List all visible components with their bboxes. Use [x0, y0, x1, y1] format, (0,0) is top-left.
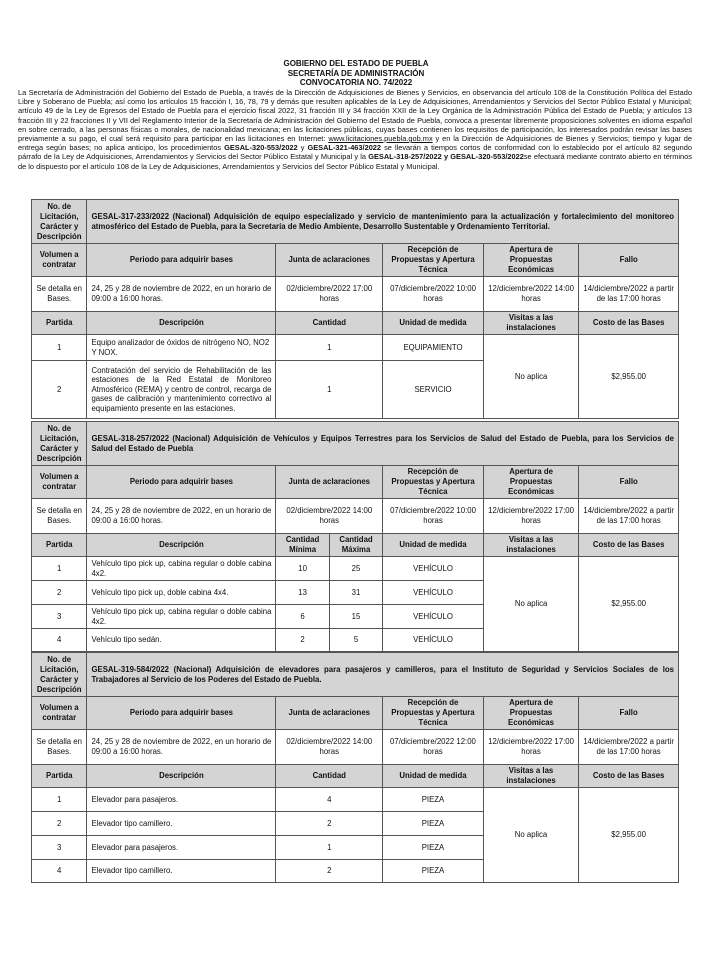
- header-periodo: Periodo para adquirir bases: [87, 466, 276, 499]
- header-junta: Junta de aclaraciones: [276, 466, 383, 499]
- header-cantidad: Cantidad: [276, 312, 383, 335]
- partida-number: 4: [32, 629, 87, 652]
- partida-number: 3: [32, 605, 87, 629]
- table-row: [32, 557, 679, 581]
- header-visitas: Visitas a las instalaciones: [483, 312, 579, 335]
- volumen-value: Se detalla en Bases.: [32, 499, 87, 534]
- item-description: Vehículo tipo sedán.: [87, 629, 276, 652]
- item-quantity: 4: [276, 788, 383, 812]
- junta-value: 02/diciembre/2022 14:00 horas: [276, 730, 383, 765]
- licitacion-1-table: [31, 199, 679, 419]
- header-cantidad: Cantidad: [276, 765, 383, 788]
- item-quantity: 2: [276, 860, 383, 883]
- visitas-value: No aplica: [483, 335, 579, 419]
- recepcion-value: 07/diciembre/2022 10:00 horas: [383, 277, 484, 312]
- item-unit: PIEZA: [383, 812, 484, 836]
- item-description: Vehículo tipo pick up, doble cabina 4x4.: [87, 581, 276, 605]
- licitacion-1-title: GESAL-317-233/2022 (Nacional) Adquisición de equipo especializado y servicio de mantenimiento para la actualización y fortalecimiento del monitoreo atmosférico del Estado de Puebla, para la Secretaría de Medio Ambiente, Desarrollo Sustentable y Ordenamiento Territorial.: [87, 200, 679, 244]
- item-quantity-min: 13: [276, 581, 329, 605]
- recepcion-value: 07/diciembre/2022 10:00 horas: [383, 499, 484, 534]
- item-description: Elevador tipo camillero.: [87, 860, 276, 883]
- item-quantity: 2: [276, 812, 383, 836]
- header-junta: Junta de aclaraciones: [276, 697, 383, 730]
- item-quantity-max: 15: [329, 605, 382, 629]
- header-volumen: Volumen a contratar: [32, 466, 87, 499]
- header-visitas: Visitas a las instalaciones: [483, 765, 578, 788]
- apertura-value: 12/diciembre/2022 14:00 horas: [483, 277, 579, 312]
- header-fallo: Fallo: [579, 466, 679, 499]
- item-quantity: 1: [276, 836, 383, 860]
- item-quantity-max: 31: [329, 581, 382, 605]
- header-periodo: Periodo para adquirir bases: [87, 244, 276, 277]
- licitacion-3-title: GESAL-319-584/2022 (Nacional) Adquisición de elevadores para pasajeros y camilleros, para el Instituto de Seguridad y Servicios Sociales de los Trabajadores al Servicio de los Poderes del Estado de Puebla.: [87, 653, 679, 697]
- header-government: GOBIERNO DEL ESTADO DE PUEBLA: [283, 59, 429, 68]
- partida-number: 4: [32, 860, 87, 883]
- costo-value: $2,955.00: [579, 788, 679, 883]
- partida-number: 1: [32, 557, 87, 581]
- fallo-value: 14/diciembre/2022 a partir de las 17:00 horas: [579, 499, 679, 534]
- header-unidad: Unidad de medida: [383, 534, 484, 557]
- item-quantity: 1: [276, 335, 383, 361]
- periodo-value: 24, 25 y 28 de noviembre de 2022, en un horario de 09:00 a 16:00 horas.: [87, 277, 276, 312]
- header-apertura: Apertura de Propuestas Económicas: [483, 697, 578, 730]
- header-fallo: Fallo: [579, 244, 679, 277]
- intro-bold-3: GESAL-318-257/2022 y GESAL-320-553/2022: [368, 152, 524, 162]
- header-unidad: Unidad de medida: [383, 312, 484, 335]
- header-descripcion: Descripción: [87, 534, 276, 557]
- item-description: Vehículo tipo pick up, cabina regular o doble cabina 4x2.: [87, 605, 276, 629]
- header-convocatoria: CONVOCATORIA NO. 74/2022: [299, 78, 413, 87]
- document-header: [0, 59, 712, 88]
- partida-number: 3: [32, 836, 87, 860]
- header-recepcion: Recepción de Propuestas y Apertura Técnica: [383, 466, 484, 499]
- item-unit: SERVICIO: [383, 361, 484, 419]
- item-quantity-max: 25: [329, 557, 382, 581]
- licitacion-2-title: GESAL-318-257/2022 (Nacional) Adquisición de Vehículos y Equipos Terrestres para los Servicios de Salud del Estado de Puebla, para los Servicios de Salud del Estado de Puebla: [87, 422, 679, 466]
- no-licitacion-label: No. de Licitación, Carácter y Descripción: [32, 200, 87, 244]
- item-quantity-min: 10: [276, 557, 329, 581]
- table-row: [32, 788, 679, 812]
- header-descripcion: Descripción: [87, 312, 276, 335]
- item-unit: PIEZA: [383, 788, 484, 812]
- intro-text-4: se llevarán a tiempos cortos de conformidad con lo establecido por el artículo 82 segundo párrafo de la Ley de Adquisiciones, Arrendamientos y Servicios del Sector Público Estatal y Municipal y la: [18, 143, 692, 162]
- item-unit: VEHÍCULO: [383, 605, 484, 629]
- item-quantity: 1: [276, 361, 383, 419]
- licitaciones-link[interactable]: www.licitaciones.puebla.gob.mx: [328, 134, 433, 144]
- header-periodo: Periodo para adquirir bases: [87, 697, 276, 730]
- item-quantity-min: 6: [276, 605, 329, 629]
- costo-value: $2,955.00: [579, 557, 679, 652]
- intro-bold-2: GESAL-321-463/2022: [307, 143, 382, 153]
- item-unit: VEHÍCULO: [383, 629, 484, 652]
- header-partida: Partida: [32, 534, 87, 557]
- periodo-value: 24, 25 y 28 de noviembre de 2022, en un horario de 09:00 a 16:00 horas.: [87, 499, 276, 534]
- partida-number: 2: [32, 361, 87, 419]
- no-licitacion-label: No. de Licitación, Carácter y Descripción: [32, 653, 87, 697]
- item-description: Elevador para pasajeros.: [87, 836, 276, 860]
- recepcion-value: 07/diciembre/2022 12:00 horas: [383, 730, 484, 765]
- header-apertura: Apertura de Propuestas Económicas: [483, 244, 579, 277]
- item-unit: VEHÍCULO: [383, 581, 484, 605]
- visitas-value: No aplica: [483, 557, 579, 652]
- partida-number: 2: [32, 581, 87, 605]
- volumen-value: Se detalla en Bases.: [32, 277, 87, 312]
- fallo-value: 14/diciembre/2022 a partir de las 17:00 horas: [579, 277, 679, 312]
- header-recepcion: Recepción de Propuestas y Apertura Técnica: [383, 697, 484, 730]
- costo-value: $2,955.00: [579, 335, 679, 419]
- intro-paragraph: [18, 88, 692, 171]
- header-cantidad-maxima: Cantidad Máxima: [329, 534, 382, 557]
- partida-number: 1: [32, 335, 87, 361]
- item-description: Elevador tipo camillero.: [87, 812, 276, 836]
- junta-value: 02/diciembre/2022 17:00 horas: [276, 277, 383, 312]
- licitacion-3-table: [31, 652, 679, 883]
- header-visitas: Visitas a las instalaciones: [483, 534, 579, 557]
- item-description: Equipo analizador de óxidos de nitrógeno NO, NO2 Y NOX.: [87, 335, 276, 361]
- header-partida: Partida: [32, 312, 87, 335]
- intro-text-5: se efectuará mediante contrato abierto en términos de lo dispuesto por el artículo 108 de la Ley de Adquisiciones, Arrendamientos y Servicios del Sector Público Estatal y Municipal.: [18, 152, 692, 171]
- item-unit: VEHÍCULO: [383, 557, 484, 581]
- partida-number: 1: [32, 788, 87, 812]
- item-unit: EQUIPAMIENTO: [383, 335, 484, 361]
- item-description: Contratación del servicio de Rehabilitación de las estaciones de la Red Estatal de Monitoreo Atmosférico (REMA) y centro de control, recarga de gases de calibración y mantenimiento correctivo al equipamiento presente en las estaciones.: [87, 361, 276, 419]
- intro-text-3: y: [300, 143, 305, 153]
- fallo-value: 14/diciembre/2022 a partir de las 17:00 horas: [579, 730, 679, 765]
- item-description: Elevador para pasajeros.: [87, 788, 276, 812]
- item-quantity-max: 5: [329, 629, 382, 652]
- header-fallo: Fallo: [579, 697, 679, 730]
- intro-text-2: y en la Dirección de Adquisiciones de Bienes y Servicios; tiempo y lugar de entrega según bases; no aplica anticipo, los procedimientos: [18, 134, 692, 153]
- item-unit: PIEZA: [383, 860, 484, 883]
- junta-value: 02/diciembre/2022 14:00 horas: [276, 499, 383, 534]
- header-unidad: Unidad de medida: [383, 765, 484, 788]
- item-description: Vehículo tipo pick up, cabina regular o doble cabina 4x2.: [87, 557, 276, 581]
- visitas-value: No aplica: [483, 788, 578, 883]
- apertura-value: 12/diciembre/2022 17:00 horas: [483, 499, 579, 534]
- intro-bold-1: GESAL-320-553/2022: [224, 143, 298, 153]
- header-cantidad-minima: Cantidad Mínima: [276, 534, 329, 557]
- header-costo: Costo de las Bases: [579, 765, 679, 788]
- header-secretariat: SECRETARÍA DE ADMINISTRACIÓN: [287, 68, 425, 78]
- header-descripcion: Descripción: [87, 765, 276, 788]
- licitacion-2-table: [31, 421, 679, 652]
- volumen-value: Se detalla en Bases.: [32, 730, 87, 765]
- periodo-value: 24, 25 y 28 de noviembre de 2022, en un horario de 09:00 a 16:00 horas.: [87, 730, 276, 765]
- header-volumen: Volumen a contratar: [32, 244, 87, 277]
- no-licitacion-label: No. de Licitación, Carácter y Descripción: [32, 422, 87, 466]
- header-costo: Costo de las Bases: [579, 534, 679, 557]
- header-costo: Costo de las Bases: [579, 312, 679, 335]
- intro-text-1: La Secretaría de Administración del Gobierno del Estado de Puebla, a través de la Dirección de Adquisiciones de Bienes y Servicios, en observancia del artículo 108 de la Constitución Política del Estado Libre y Soberano de Puebla; así como los artículos 15 fracción I, 16, 78, 79 y demás que resulten aplicables de la Ley de Adquisiciones, Arrendamientos y Servicios del Sector Público Estatal y Municipal; artículo 49 de la Ley de Egresos del Estado de Puebla para el ejercicio fiscal 2022, 31 fracción III y 34 fracción XXII de la Ley Orgánica de la Administración Pública del Estado de Puebla; y artículos 13 fracción III y 22 fracciones II y VII del Reglamento Interior de la Secretaría de Administración del Gobierno del Estado de Puebla, convoca a presentar libremente proposiciones solventes en idioma español en sobre cerrado, a las personas físicas o morales, de nacionalidad mexicana; en las licitaciones públicas, cuyas bases contienen los requisitos de participación, los interesados podrán revisar las bases previamente a su pago, el cual será requisito para participar en las licitaciones en Internet:: [18, 88, 692, 144]
- header-partida: Partida: [32, 765, 87, 788]
- header-volumen: Volumen a contratar: [32, 697, 87, 730]
- item-quantity-min: 2: [276, 629, 329, 652]
- apertura-value: 12/diciembre/2022 17:00 horas: [483, 730, 578, 765]
- header-junta: Junta de aclaraciones: [276, 244, 383, 277]
- header-apertura: Apertura de Propuestas Económicas: [483, 466, 579, 499]
- item-unit: PIEZA: [383, 836, 484, 860]
- table-row: [32, 335, 679, 361]
- header-recepcion: Recepción de Propuestas y Apertura Técnica: [383, 244, 484, 277]
- partida-number: 2: [32, 812, 87, 836]
